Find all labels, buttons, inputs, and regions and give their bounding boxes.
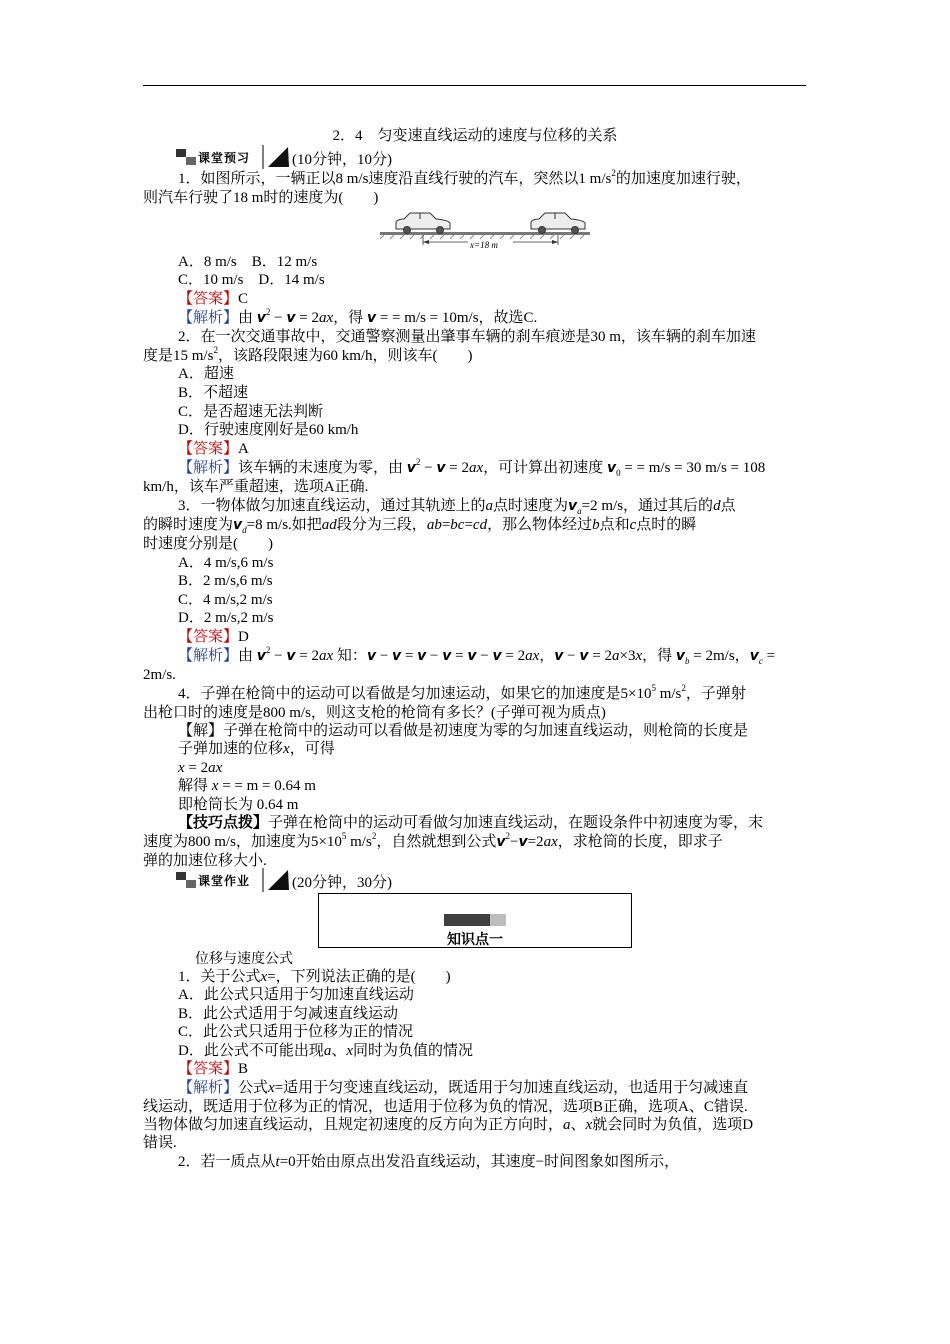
knowledge-point-box [318,893,632,948]
h1-option-a: A．此公式只适用于匀加速直线运动 [178,987,414,1003]
h1-analysis-1: 【解析】公式x=适用于匀变速直线运动，既适用于匀加速直线运动，也适用于匀减速直 [178,1080,749,1096]
q1-answer: 【答案】C [178,291,249,307]
h1-analysis-2: 线运动，既适用于位移为正的情况，也适用于位移为负的情况，选项B正确，选项A、C错误. [143,1099,748,1115]
q3-analysis-2: 2m/s. [143,667,176,683]
q2-option-a: A．超速 [178,366,234,382]
q4-line1: 4．子弹在枪筒中的运动可以看做是匀加速运动，如果它的加速度是$5\times 10^5$ $m/s^2$，子弹射 [178,683,746,702]
knowledge-bar-end [490,914,506,926]
figure-distance-label: x=18 m [470,240,498,250]
section-label-text: 课堂作业 [198,874,251,888]
q4-tip-3: 弹的加速位移大小. [143,853,267,869]
q1-line1: 1．如图所示，一辆正以8 m/s速度沿直线行驶的汽车，突然以1 $m/s^2$的加速度加速行驶， [178,168,751,187]
car-icon [531,213,585,234]
q4-solution-4: 解得 x = = m = 0.64 m [178,778,316,794]
h1-option-b: B．此公式适用于匀减速直线运动 [178,1006,399,1022]
q3-line3: 时速度分别是( ) [143,536,273,552]
label-block-icon [186,157,196,165]
h1-option-d: D．此公式不可能出现a、x同时为负值的情况 [178,1043,474,1059]
q2-analysis-2: km/h，该车严重超速，选项A正确. [143,479,369,495]
q2-line1: 2．在一次交通事故中，交通警察测量出肇事车辆的刹车痕迹是30 m，该车辆的刹车加速 [178,329,756,345]
knowledge-point-label: 知识点一 [447,932,503,948]
q2-option-d: D．行驶速度刚好是60 km/h [178,422,359,438]
h2-line1: 2．若一质点从t=0开始由原点出发沿直线运动，其速度−时间图象如图所示， [178,1154,680,1170]
q1-line2: 则汽车行驶了18 m时的速度为( ) [143,190,379,206]
q4-solution-2: 子弹加速的位移x，可得 [178,741,335,757]
h1-analysis-4: 错误. [143,1135,177,1151]
h1-line1: 1．关于公式x=，下列说法正确的是( ) [178,969,451,985]
q3-option-c: C．4 m/s,2 m/s [178,592,273,608]
section-title: 2．4 匀变速直线运动的速度与位移的关系 [332,128,618,144]
q2-option-b: B．不超速 [178,385,249,401]
q2-analysis-1: 【解析】该车辆的末速度为零，由 $v^2 - v = 2ax$，可计算出初速度 $v_0$ = = m/s = 30 m/s = 108 [178,457,766,478]
q3-option-a: A．4 m/s,6 m/s [178,555,274,571]
h1-answer: 【答案】B [178,1061,249,1077]
q1-analysis: 【解析】由 $v^2 - v = 2ax$，得 v = = m/s = 10m/s，故选C. [178,307,538,326]
q4-solution-3: x = 2ax [178,760,223,776]
section-label-preview [176,147,296,171]
q4-solution-5: 即枪筒长为 0.64 m [178,797,299,813]
q3-option-b: B．2 m/s,6 m/s [178,573,273,589]
section-label-text: 课堂预习 [198,151,251,165]
pen-slash-icon [262,868,290,892]
q4-tip-1: 【技巧点拨】子弹在枪筒中的运动可看做匀加速直线运动，在题设条件中初速度为零，末 [178,815,764,831]
car-icon [396,213,450,234]
q3-analysis-1: 【解析】由 $v^2 - v = 2ax$ 知：v − v = v − v = v − v = 2ax，v − v = 2a×3x，得 $v_b = 2m/s$，$v_c$ = [178,645,776,666]
q2-answer: 【答案】A [178,441,249,457]
q3-line2: 的瞬时速度为$v_d=8$ m/s.如把ad段分为三段，ab=bc=cd，那么物体经过b点和c点时的瞬 [143,517,697,535]
q3-option-d: D．2 m/s,2 m/s [178,610,274,626]
pen-slash-icon [262,145,290,169]
section-time: (20分钟，30分) [292,875,392,891]
q1-options-ab: A．8 m/s B．12 m/s [178,254,318,270]
q4-tip-2: 速度为800 m/s，加速度为$5\times 10^5$ $m/s^2$，自然就想到公式$v^2-v=2ax$，求枪筒的长度，即求子 [143,831,723,850]
q4-solution-1: 【解】子弹在枪筒中的运动可以看做是初速度为零的匀加速直线运动，则枪筒的长度是 [178,723,749,739]
q2-option-c: C．是否超速无法判断 [178,404,324,420]
q1-options-cd: C．10 m/s D．14 m/s [178,272,325,288]
topic-heading: 位移与速度公式 [195,951,293,967]
label-block-icon [186,880,196,888]
q3-answer: 【答案】D [178,629,249,645]
h1-option-c: C．此公式只适用于位移为正的情况 [178,1024,414,1040]
section-time: (10分钟，10分) [292,152,392,168]
q2-line2: 度是15 $m/s^2$，该路段限速为60 km/h，则该车( ) [143,345,473,364]
label-block-icon [176,149,186,157]
q3-line1: 3．一物体做匀加速直线运动，通过其轨迹上的a点时速度为$v_a=2$ m/s，通过其后的d点 [178,498,736,516]
label-block-icon [176,872,186,880]
h1-analysis-3: 当物体做匀加速直线运动，且规定初速度的反方向为正方向时，a、x就会同时为负值，选项D [143,1117,754,1133]
q4-line2: 出枪口时的速度是800 m/s，则这支枪的枪筒有多长？(子弹可视为质点) [143,705,606,721]
section-label-homework [176,870,296,894]
header-rule [143,85,806,86]
